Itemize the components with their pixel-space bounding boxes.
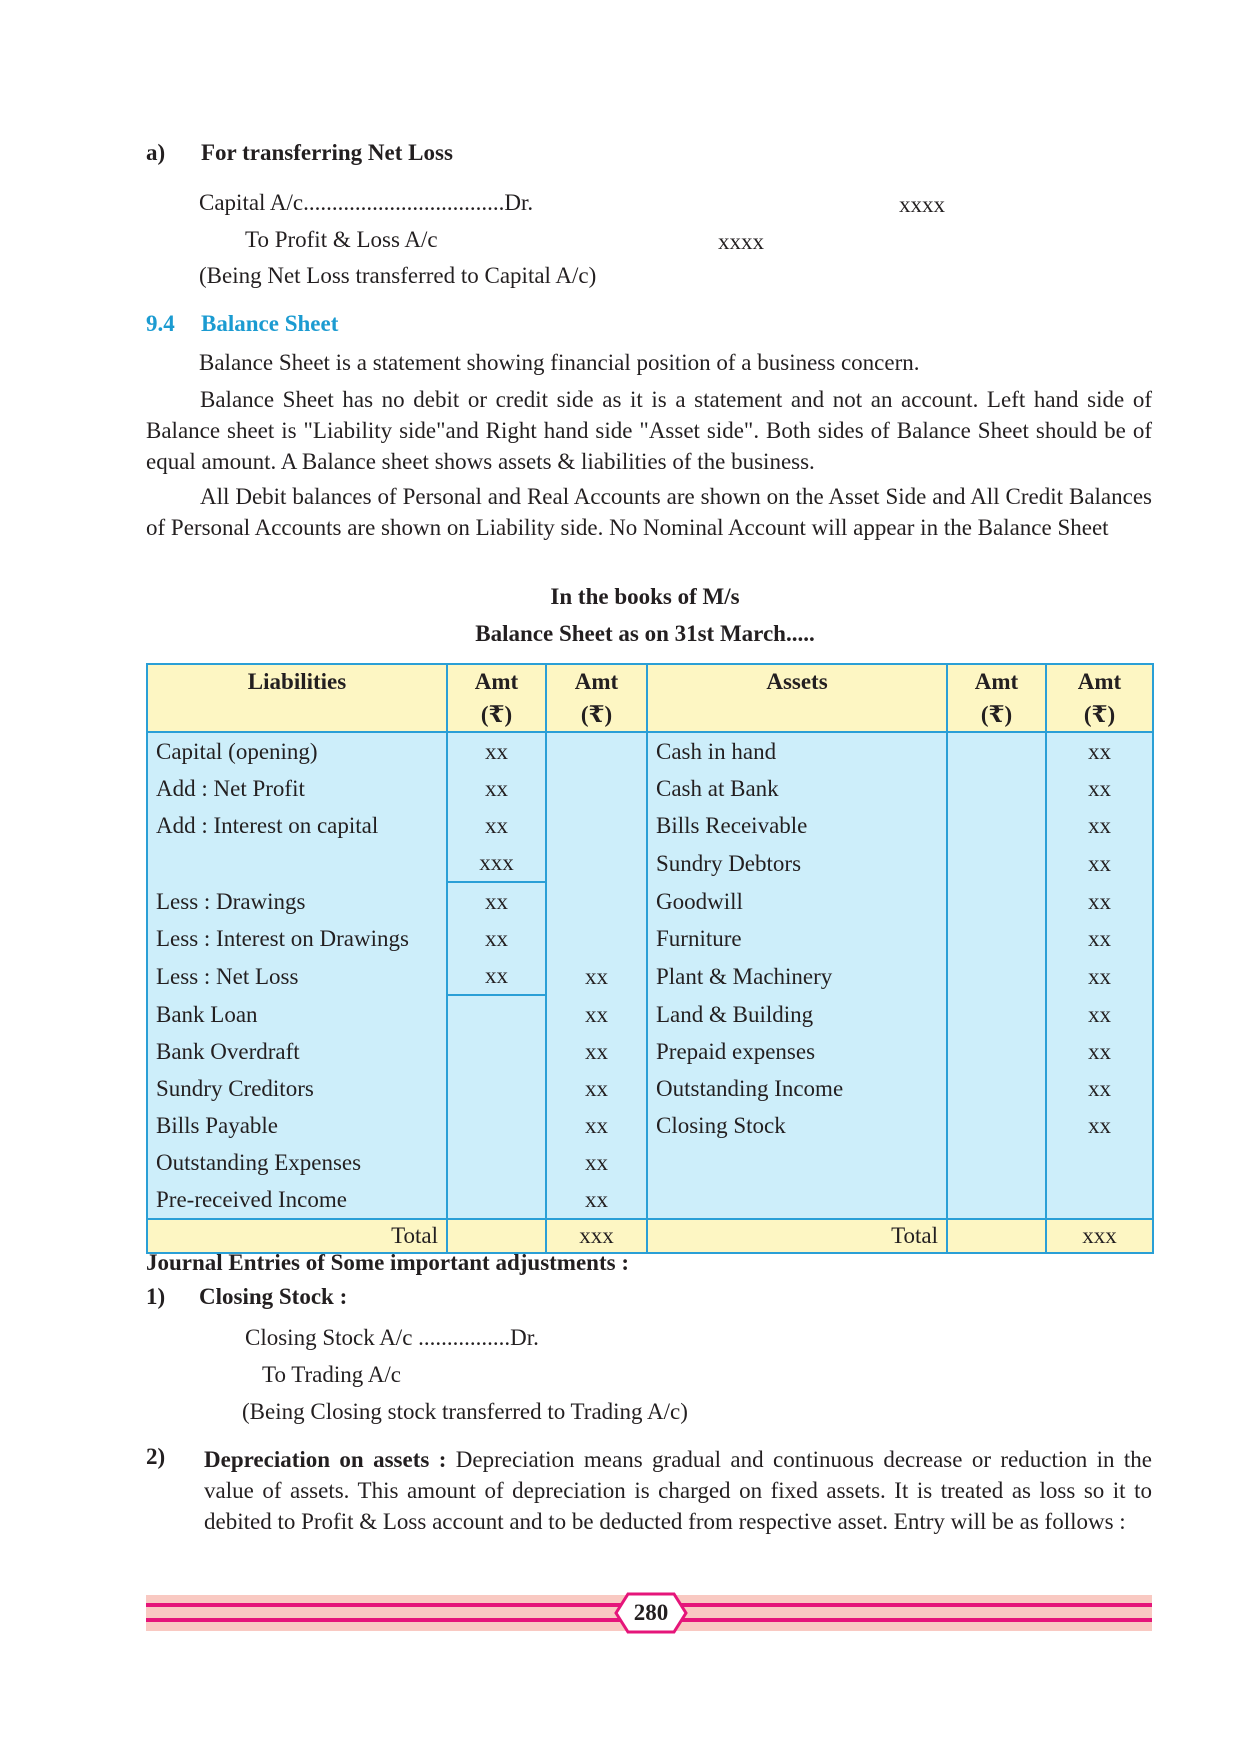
table-row xyxy=(147,882,1153,920)
liability-amt-inner: xx xyxy=(447,920,546,957)
entry-capital-line: Capital A/c...................................Dr. xyxy=(199,190,534,215)
asset-amt-inner xyxy=(947,882,1046,920)
liability-label: Pre-received Income xyxy=(147,1181,447,1219)
balance-sheet-table xyxy=(146,663,1154,1254)
item-2-text: Depreciation means gradual and continuous decrease or reduction in the value of assets. This amount of depreciation is charged on fixed assets. It is treated as loss so it to debited to Profit & Loss account and to be deducted from respective asset. Entry will be as follows : xyxy=(204,1447,1152,1534)
liability-amt-outer xyxy=(546,920,647,957)
table-row xyxy=(147,1033,1153,1070)
asset-amt-outer xyxy=(1046,1181,1153,1219)
liability-label: Bank Loan xyxy=(147,995,447,1033)
header-amt: Amt xyxy=(947,664,1046,698)
balance-sheet-para-3: All Debit balances of Personal and Real Accounts are shown on the Asset Side and All Credit Balances of Personal Accounts are shown on Liability side. No Nominal Account will appear in the Balance Sheet xyxy=(146,484,1152,540)
liability-amt-inner xyxy=(447,1144,546,1181)
entry-pl-amount: xxxx xyxy=(718,229,764,254)
asset-label: Sundry Debtors xyxy=(647,844,947,882)
asset-label: Cash at Bank xyxy=(647,770,947,807)
header-rupee: (₹) xyxy=(1046,698,1153,732)
table-row xyxy=(147,1107,1153,1144)
table-row xyxy=(147,1181,1153,1219)
liability-amt-inner: xx xyxy=(447,770,546,807)
liability-amt-outer xyxy=(546,844,647,882)
journal-heading: Journal Entries of Some important adjustments : xyxy=(146,1250,629,1275)
liability-label: Sundry Creditors xyxy=(147,1070,447,1107)
liability-amt-inner: xx xyxy=(447,882,546,920)
table-row xyxy=(147,844,1153,882)
item-1-marker: 1) xyxy=(146,1284,166,1309)
liability-label: Less : Interest on Drawings xyxy=(147,920,447,957)
liability-amt-outer: xx xyxy=(546,1107,647,1144)
asset-amt-inner xyxy=(947,1144,1046,1181)
item-1-to-line: To Trading A/c xyxy=(262,1362,401,1387)
liability-amt-inner: xxx xyxy=(447,844,546,882)
liability-amt-inner xyxy=(447,1070,546,1107)
liabilities-total-label: Total xyxy=(147,1219,447,1253)
header-assets: Assets xyxy=(647,664,947,698)
table-header-row xyxy=(147,664,1153,698)
asset-label: Land & Building xyxy=(647,995,947,1033)
table-header-units-row xyxy=(147,698,1153,732)
asset-amt-inner xyxy=(947,1107,1046,1144)
asset-label: Closing Stock xyxy=(647,1107,947,1144)
table-caption-title: Balance Sheet as on 31st March..... xyxy=(475,621,815,646)
liability-label: Bills Payable xyxy=(147,1107,447,1144)
table-row xyxy=(147,1070,1153,1107)
liability-amt-inner xyxy=(447,1033,546,1070)
liability-amt-inner: xx xyxy=(447,732,546,770)
asset-amt-outer: xx xyxy=(1046,732,1153,770)
asset-amt-inner xyxy=(947,770,1046,807)
table-row xyxy=(147,770,1153,807)
header-amt: Amt xyxy=(447,664,546,698)
asset-amt-outer: xx xyxy=(1046,807,1153,844)
asset-label: Furniture xyxy=(647,920,947,957)
asset-label: Outstanding Income xyxy=(647,1070,947,1107)
assets-total-label: Total xyxy=(647,1219,947,1253)
asset-amt-outer: xx xyxy=(1046,882,1153,920)
liability-label: Add : Net Profit xyxy=(147,770,447,807)
asset-label: Cash in hand xyxy=(647,732,947,770)
table-row xyxy=(147,995,1153,1033)
section-a-marker: a) xyxy=(146,140,166,165)
liability-label: Less : Net Loss xyxy=(147,957,447,995)
liability-amt-outer: xx xyxy=(546,1033,647,1070)
asset-label: Prepaid expenses xyxy=(647,1033,947,1070)
entry-pl-line: To Profit & Loss A/c xyxy=(245,227,438,252)
liability-amt-inner: xx xyxy=(447,807,546,844)
asset-label: Bills Receivable xyxy=(647,807,947,844)
asset-label xyxy=(647,1181,947,1219)
section-a-title: For transferring Net Loss xyxy=(201,140,453,165)
asset-label: Plant & Machinery xyxy=(647,957,947,995)
table-row xyxy=(147,807,1153,844)
asset-amt-outer: xx xyxy=(1046,920,1153,957)
liability-amt-outer xyxy=(546,882,647,920)
liability-amt-inner xyxy=(447,1181,546,1219)
asset-amt-outer: xx xyxy=(1046,1107,1153,1144)
liability-amt-outer: xx xyxy=(546,1144,647,1181)
asset-amt-inner xyxy=(947,844,1046,882)
item-2-title: Depreciation on assets : xyxy=(204,1447,447,1472)
asset-label: Goodwill xyxy=(647,882,947,920)
liability-amt-outer: xx xyxy=(546,1070,647,1107)
item-2-paragraph xyxy=(199,1444,1152,1537)
asset-amt-inner xyxy=(947,920,1046,957)
table-total-row xyxy=(147,1219,1153,1253)
header-liabilities: Liabilities xyxy=(147,664,447,698)
table-row xyxy=(147,920,1153,957)
page-number: 280 xyxy=(633,1600,669,1625)
liability-label: Capital (opening) xyxy=(147,732,447,770)
table-row xyxy=(147,732,1153,770)
asset-amt-outer: xx xyxy=(1046,1033,1153,1070)
total-blank xyxy=(947,1219,1046,1253)
liability-label: Less : Drawings xyxy=(147,882,447,920)
item-2-marker: 2) xyxy=(146,1444,166,1469)
section-number: 9.4 xyxy=(146,311,175,336)
asset-amt-outer: xx xyxy=(1046,844,1153,882)
asset-amt-inner xyxy=(947,995,1046,1033)
header-amt: Amt xyxy=(1046,664,1153,698)
asset-amt-outer: xx xyxy=(1046,995,1153,1033)
asset-amt-inner xyxy=(947,1181,1046,1219)
balance-sheet-para-2: Balance Sheet has no debit or credit side as it is a statement and not an account. Left hand side of Balance sheet is "Liability side"and Right hand side "Asset side". Both sides of Balance Sheet should be of equal amount. A Balance sheet shows assets & liabilities of the business. xyxy=(146,387,1152,474)
header-rupee: (₹) xyxy=(546,698,647,732)
total-blank xyxy=(447,1219,546,1253)
entry-narration: (Being Net Loss transferred to Capital A/c) xyxy=(199,263,597,288)
liability-amt-outer: xx xyxy=(546,995,647,1033)
header-blank xyxy=(647,698,947,732)
liabilities-total-amount: xxx xyxy=(546,1219,647,1253)
asset-amt-inner xyxy=(947,732,1046,770)
liability-amt-outer: xx xyxy=(546,957,647,995)
liability-label: Add : Interest on capital xyxy=(147,807,447,844)
asset-amt-inner xyxy=(947,807,1046,844)
entry-capital-amount: xxxx xyxy=(899,192,945,217)
asset-amt-inner xyxy=(947,957,1046,995)
asset-amt-outer: xx xyxy=(1046,1070,1153,1107)
liability-label: Outstanding Expenses xyxy=(147,1144,447,1181)
asset-amt-outer: xx xyxy=(1046,770,1153,807)
liability-amt-inner xyxy=(447,995,546,1033)
table-caption-books: In the books of M/s xyxy=(550,584,740,609)
liability-amt-inner xyxy=(447,1107,546,1144)
liability-amt-inner: xx xyxy=(447,957,546,995)
liability-amt-outer xyxy=(546,732,647,770)
header-rupee: (₹) xyxy=(447,698,546,732)
liability-amt-outer xyxy=(546,770,647,807)
balance-sheet-definition: Balance Sheet is a statement showing financial position of a business concern. xyxy=(199,350,920,375)
liability-amt-outer xyxy=(546,807,647,844)
item-1-entry-line: Closing Stock A/c ................Dr. xyxy=(245,1325,539,1350)
liability-amt-outer: xx xyxy=(546,1181,647,1219)
asset-amt-outer xyxy=(1046,1144,1153,1181)
assets-total-amount: xxx xyxy=(1046,1219,1153,1253)
header-amt: Amt xyxy=(546,664,647,698)
item-1-title: Closing Stock : xyxy=(199,1284,348,1309)
asset-amt-outer: xx xyxy=(1046,957,1153,995)
section-title: Balance Sheet xyxy=(201,311,339,336)
table-row xyxy=(147,957,1153,995)
asset-amt-inner xyxy=(947,1033,1046,1070)
liability-label xyxy=(147,844,447,882)
item-1-narration: (Being Closing stock transferred to Trading A/c) xyxy=(242,1399,688,1424)
header-blank xyxy=(147,698,447,732)
table-row xyxy=(147,1144,1153,1181)
asset-amt-inner xyxy=(947,1070,1046,1107)
asset-label xyxy=(647,1144,947,1181)
liability-label: Bank Overdraft xyxy=(147,1033,447,1070)
header-rupee: (₹) xyxy=(947,698,1046,732)
